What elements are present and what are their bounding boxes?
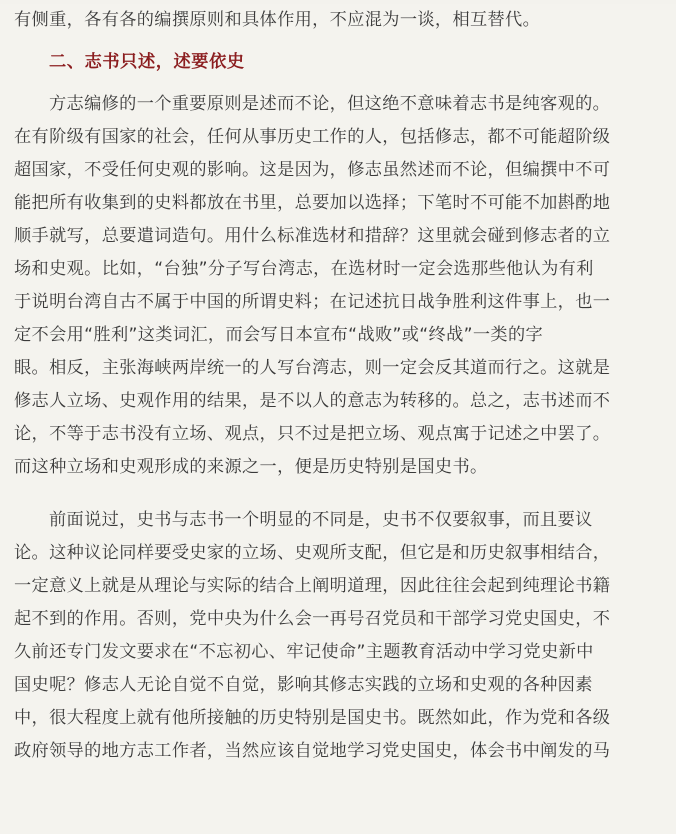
- paragraph-2-line: 起不到的作用。否则，党中央为什么会一再号召党员和干部学习党史国史，不: [14, 609, 611, 629]
- paragraph-2-line: 国史呢？修志人无论自觉不自觉，影响其修志实践的立场和史观的各种因素: [14, 675, 593, 695]
- paragraph-2-line: 久前还专门发文要求在“不忘初心、牢记使命”主题教育活动中学习党史新中: [14, 642, 594, 662]
- paragraph-1-line: 在有阶级有国家的社会，任何从事历史工作的人，包括修志，都不可能超阶级: [14, 127, 611, 147]
- paragraph-1-line: 场和史观。比如，“台独”分子写台湾志，在选材时一定会选那些他认为有利: [14, 259, 594, 279]
- paragraph-1-line: 于说明台湾自古不属于中国的所谓史料；在记述抗日战争胜利这件事上，也一: [14, 292, 611, 312]
- paragraph-1-line: 论，不等于志书没有立场、观点，只不过是把立场、观点寓于记述之中罢了。: [14, 424, 611, 444]
- paragraph-2-line: 中，很大程度上就有他所接触的历史特别是国史书。既然如此，作为党和各级: [14, 708, 611, 728]
- paragraph-2-line: 前面说过，史书与志书一个明显的不同是，史书不仅要叙事，而且要议: [49, 510, 593, 530]
- paragraph-1: [14, 88, 662, 484]
- paragraph-2: [14, 504, 662, 768]
- paragraph-1-line: 定不会用“胜利”这类词汇，而会写日本宣布“战败”或“终战”一类的字: [14, 325, 544, 345]
- paragraph-2-line: 论。这种议论同样要受史家的立场、史观所支配，但它是和历史叙事相结合，: [14, 543, 611, 563]
- article-page: [0, 4, 676, 834]
- paragraph-1-line: 方志编修的一个重要原则是述而不论，但这绝不意味着志书是纯客观的。: [49, 94, 611, 114]
- section-heading: 二、志书只述，述要依史: [49, 52, 245, 72]
- paragraph-2-line: 一定意义上就是从理论与实际的结合上阐明道理，因此往往会起到纯理论书籍: [14, 576, 611, 596]
- paragraph-1-line: 顺手就写，总要遣词造句。用什么标准选材和措辞？这里就会碰到修志者的立: [14, 226, 611, 246]
- paragraph-1-line: 而这种立场和史观形成的来源之一，便是历史特别是国史书。: [14, 457, 488, 477]
- paragraph-2-line: 政府领导的地方志工作者，当然应该自觉地学习党史国史，体会书中阐发的马: [14, 741, 611, 761]
- paragraph-1-line: 超国家，不受任何史观的影响。这是因为，修志虽然述而不论，但编撰中不可: [14, 160, 611, 180]
- paragraph-1-line: 修志人立场、史观作用的结果，是不以人的意志为转移的。总之，志书述而不: [14, 391, 611, 411]
- paragraph-spacer: [14, 484, 662, 504]
- paragraph-1-line: 眼。相反，主张海峡两岸统一的人写台湾志，则一定会反其道而行之。这就是: [14, 358, 611, 378]
- paragraph-1-line: 能把所有收集到的史料都放在书里，总要加以选择；下笔时不可能不加斟酌地: [14, 193, 611, 213]
- intro-line: 有侧重，各有各的编撰原则和具体作用，不应混为一谈，相互替代。: [14, 10, 541, 30]
